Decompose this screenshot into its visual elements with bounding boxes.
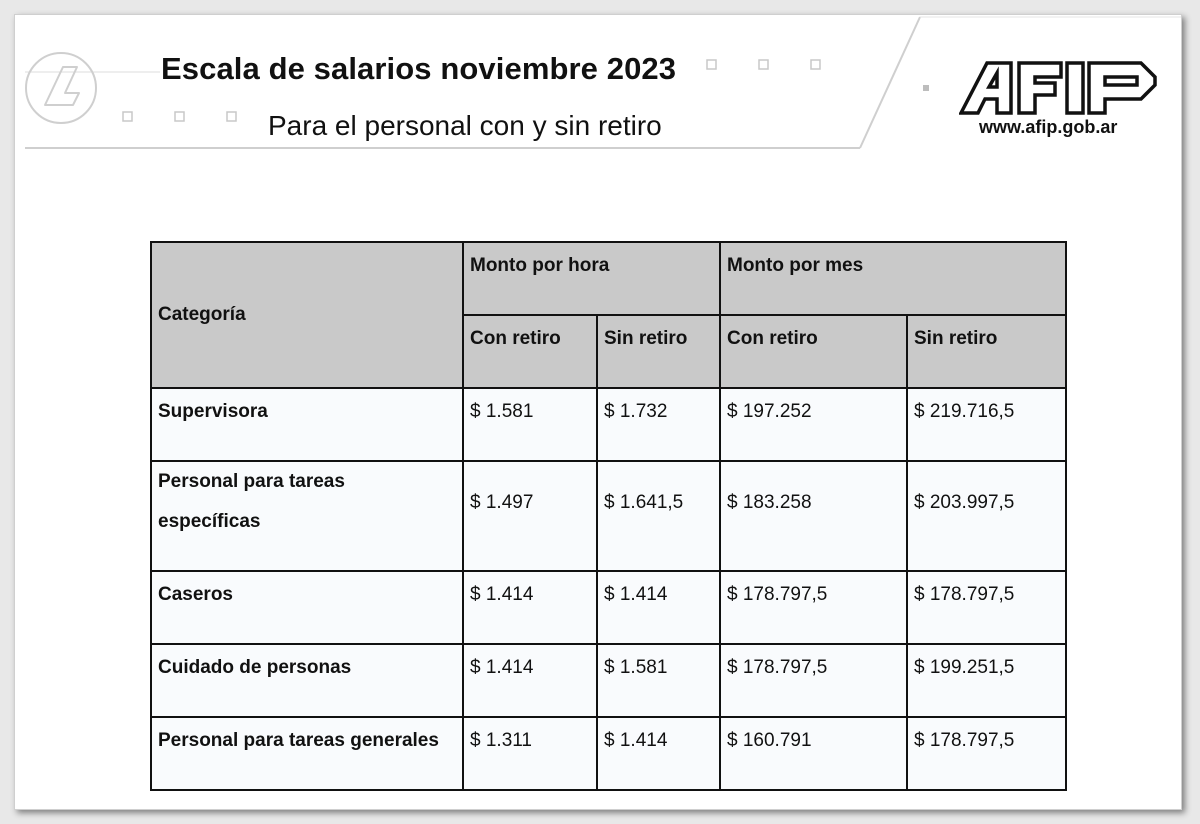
- value-cell: $ 1.311: [463, 717, 597, 790]
- value-cell: $ 197.252: [720, 388, 907, 461]
- afip-logo-icon: [959, 59, 1159, 115]
- deco-square: [123, 112, 132, 121]
- afip-emblem-icon: [26, 53, 96, 123]
- table-row: [151, 644, 1066, 717]
- value-cell: $ 1.414: [597, 717, 720, 790]
- deco-square: [175, 112, 184, 121]
- value-cell: $ 219.716,5: [907, 388, 1066, 461]
- value-cell: $ 160.791: [720, 717, 907, 790]
- deco-square: [707, 60, 716, 69]
- deco-dot: [923, 85, 929, 91]
- category-cell: Personal para tareas generales: [151, 717, 463, 790]
- value-cell: $ 178.797,5: [907, 571, 1066, 644]
- subheader-month-sin-retiro: Sin retiro: [907, 315, 1066, 388]
- value-cell: $ 199.251,5: [907, 644, 1066, 717]
- value-cell: $ 1.581: [463, 388, 597, 461]
- category-cell: Supervisora: [151, 388, 463, 461]
- header-monto-por-hora: Monto por hora: [463, 242, 720, 315]
- deco-square: [811, 60, 820, 69]
- page-subtitle: Para el personal con y sin retiro: [268, 110, 662, 141]
- value-cell: $ 178.797,5: [720, 571, 907, 644]
- value-cell: $ 1.414: [463, 644, 597, 717]
- page-title: Escala de salarios noviembre 2023: [161, 51, 677, 86]
- website-url: www.afip.gob.ar: [979, 117, 1118, 137]
- header-diagonal-line: [860, 17, 920, 148]
- value-cell: $ 183.258: [720, 461, 907, 571]
- salary-table: [150, 241, 1067, 791]
- category-cell: Cuidado de personas: [151, 644, 463, 717]
- table-row: [151, 388, 1066, 461]
- value-cell: $ 1.414: [463, 571, 597, 644]
- category-cell: Personal para tareas específicas: [151, 461, 463, 571]
- table-row: [151, 461, 1066, 571]
- table-row: [151, 571, 1066, 644]
- header-monto-por-mes: Monto por mes: [720, 242, 1066, 315]
- deco-square: [759, 60, 768, 69]
- table-row: [151, 717, 1066, 790]
- category-cell: Caseros: [151, 571, 463, 644]
- deco-square: [227, 112, 236, 121]
- value-cell: $ 178.797,5: [907, 717, 1066, 790]
- value-cell: $ 1.641,5: [597, 461, 720, 571]
- table-header-row: [151, 242, 1066, 315]
- subheader-hour-con-retiro: Con retiro: [463, 315, 597, 388]
- value-cell: $ 1.581: [597, 644, 720, 717]
- subheader-hour-sin-retiro: Sin retiro: [597, 315, 720, 388]
- subheader-month-con-retiro: Con retiro: [720, 315, 907, 388]
- value-cell: $ 1.732: [597, 388, 720, 461]
- value-cell: $ 1.414: [597, 571, 720, 644]
- value-cell: $ 1.497: [463, 461, 597, 571]
- slide: [14, 14, 1182, 810]
- value-cell: $ 203.997,5: [907, 461, 1066, 571]
- header-category: Categoría: [151, 242, 463, 388]
- value-cell: $ 178.797,5: [720, 644, 907, 717]
